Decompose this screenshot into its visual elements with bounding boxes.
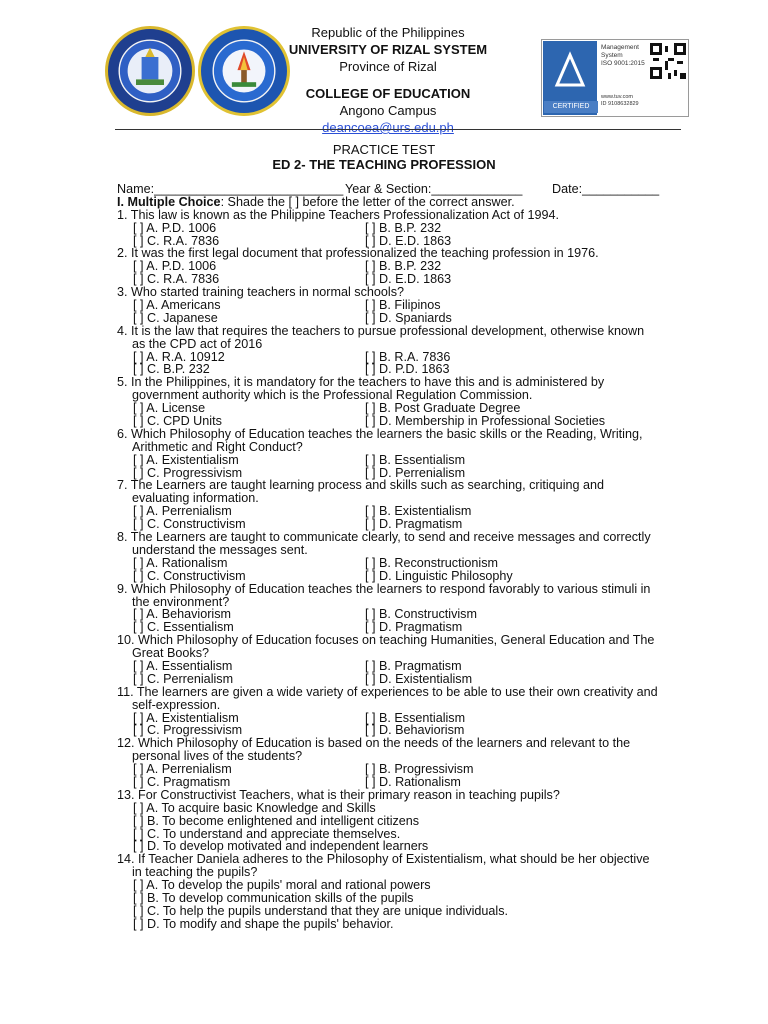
header-divider <box>115 129 681 130</box>
answer-choice[interactable]: [ ] C. Perrenialism <box>133 671 234 686</box>
answer-choice[interactable]: [ ] B. Pragmatism <box>365 658 462 673</box>
question-item <box>117 325 717 377</box>
answer-choice[interactable]: [ ] A. Existentialism <box>133 452 239 467</box>
answer-choice[interactable]: [ ] B. Constructivism <box>365 607 477 622</box>
choice-row <box>117 776 717 789</box>
answer-choice[interactable]: [ ] B. Essentialism <box>365 710 466 725</box>
answer-choice[interactable]: [ ] D. Existentialism <box>365 671 473 686</box>
answer-choice[interactable]: [ ] B. Filipinos <box>365 298 441 313</box>
answer-choice[interactable]: [ ] A. Behaviorism <box>133 607 231 622</box>
answer-choice[interactable]: [ ] C. B.P. 232 <box>133 362 210 377</box>
choice-row <box>117 673 717 686</box>
question-item <box>117 737 717 789</box>
answer-choice[interactable]: [ ] C. R.A. 7836 <box>133 272 220 287</box>
answer-choice[interactable]: [ ] C. To understand and appreciate themselves. <box>133 826 401 841</box>
answer-choice[interactable]: [ ] A. To acquire basic Knowledge and Skills <box>133 800 376 815</box>
answer-choice[interactable]: [ ] B. B.P. 232 <box>365 259 442 274</box>
question-text: 11. The learners are given a wide variety of experiences to be able to use their own creativity and <box>117 684 658 699</box>
management-system-text <box>601 44 645 68</box>
answer-choice[interactable]: [ ] D. Perrenialism <box>365 465 466 480</box>
answer-choice[interactable]: [ ] C. Progressivism <box>133 465 243 480</box>
question-item <box>117 686 717 738</box>
name-field[interactable]: Name:___________________________ <box>117 182 344 196</box>
choice-row <box>117 454 717 467</box>
answer-choice[interactable]: [ ] D. Pragmatism <box>365 517 463 532</box>
question-text: 2. It was the first legal document that professionalized the teaching profession in 1976. <box>117 246 599 261</box>
cert-web-text <box>601 94 639 108</box>
question-item <box>117 376 717 428</box>
question-text-continued: in teaching the pupils? <box>132 865 258 880</box>
choice-row <box>117 312 717 325</box>
answer-choice[interactable]: [ ] A. Perrenialism <box>133 504 232 519</box>
province-line: Province of Rizal <box>339 59 437 74</box>
choice-row <box>117 299 717 312</box>
question-item <box>117 583 717 635</box>
urs-seal-graphic <box>108 29 192 113</box>
question-text-continued: personal lives of the students? <box>132 749 303 764</box>
institution-heading <box>250 24 526 136</box>
cert-line-1: Management <box>601 44 639 51</box>
answer-choice[interactable]: [ ] D. Linguistic Philosophy <box>365 568 513 583</box>
question-item <box>117 789 717 853</box>
question-text: 13. For Constructivist Teachers, what is their primary reason in teaching pupils? <box>117 787 560 802</box>
question-text-continued: understand the messages sent. <box>132 542 308 557</box>
question-item <box>117 479 717 531</box>
answer-choice[interactable]: [ ] C. R.A. 7836 <box>133 233 220 248</box>
question-item <box>117 853 717 930</box>
question-item <box>117 634 717 686</box>
answer-choice[interactable]: [ ] A. To develop the pupils' moral and rational powers <box>133 878 431 893</box>
answer-choice[interactable]: [ ] D. P.D. 1863 <box>365 362 450 377</box>
cert-web: www.tuv.com <box>601 94 633 100</box>
answer-choice[interactable]: [ ] B. Post Graduate Degree <box>365 401 521 416</box>
answer-choice[interactable]: [ ] D. To modify and shape the pupils' behavior. <box>133 916 394 931</box>
question-text: 14. If Teacher Daniela adheres to the Philosophy of Existentialism, what should be her objective <box>117 852 650 867</box>
answer-choice[interactable]: [ ] D. To develop motivated and independent learners <box>133 839 429 854</box>
question-text: 7. The Learners are taught learning process and skills such as searching, critiquing and <box>117 478 605 493</box>
campus-line: Angono Campus <box>339 103 437 118</box>
answer-choice[interactable]: [ ] A. P.D. 1006 <box>133 259 217 274</box>
document-header <box>0 24 768 135</box>
question-item <box>117 531 717 583</box>
question-text-continued: Great Books? <box>132 646 210 661</box>
answer-choice[interactable]: [ ] C. Progressivism <box>133 723 243 738</box>
answer-choice[interactable]: [ ] B. Progressivism <box>365 762 474 777</box>
answer-choice[interactable]: [ ] B. Existentialism <box>365 504 472 519</box>
question-text-continued: Arithmetic and Right Conduct? <box>132 439 303 454</box>
answer-choice[interactable]: [ ] D. Spaniards <box>365 310 452 325</box>
choice-row <box>117 415 717 428</box>
answer-choice[interactable]: [ ] A. Perrenialism <box>133 762 232 777</box>
answer-choice[interactable]: [ ] D. E.D. 1863 <box>365 272 452 287</box>
answer-choice[interactable]: [ ] B. To become enlightened and intelligent citizens <box>133 813 420 828</box>
tuv-logo-panel <box>543 41 597 115</box>
question-text-continued: as the CPD act of 2016 <box>132 336 263 351</box>
test-title: PRACTICE TEST <box>332 142 436 157</box>
answer-choice[interactable]: [ ] B. Essentialism <box>365 452 466 467</box>
urs-seal-logo <box>105 26 195 116</box>
question-text-continued: the environment? <box>132 594 230 609</box>
question-text: 4. It is the law that requires the teachers to pursue professional development, otherwise known <box>117 323 645 338</box>
heading-gap <box>250 75 526 85</box>
cert-id: ID 9108632829 <box>601 101 639 107</box>
question-text-continued: evaluating information. <box>132 491 259 506</box>
answer-choice[interactable]: [ ] A. Existentialism <box>133 710 239 725</box>
answer-choice[interactable]: [ ] C. Essentialism <box>133 620 234 635</box>
answer-choice[interactable]: [ ] A. Rationalism <box>133 555 228 570</box>
choice-row <box>117 570 717 583</box>
question-item <box>117 247 717 286</box>
question-text: 12. Which Philosophy of Education is based on the needs of the learners and relevant to the <box>117 736 631 751</box>
answer-choice[interactable]: [ ] C. Constructivism <box>133 568 246 583</box>
question-body <box>117 183 717 931</box>
certified-label: CERTIFIED <box>544 101 598 113</box>
answer-choice[interactable]: [ ] A. R.A. 10912 <box>133 349 225 364</box>
qr-code-icon <box>650 43 686 79</box>
instructions-text: : Shade the [ ] before the letter of the correct answer. <box>220 194 515 209</box>
answer-choice[interactable]: [ ] A. P.D. 1006 <box>133 220 217 235</box>
question-text: 5. In the Philippines, it is mandatory for the teachers to have this and is administered by <box>117 375 605 390</box>
question-item <box>117 209 717 248</box>
answer-choice[interactable]: [ ] D. Rationalism <box>365 774 461 789</box>
choice-row <box>117 660 717 673</box>
tuv-certification-badge <box>541 39 689 117</box>
answer-choice[interactable]: [ ] B. Reconstructionism <box>365 555 498 570</box>
email-link[interactable]: deancoea@urs.edu.ph <box>322 120 454 135</box>
answer-choice[interactable]: [ ] A. Essentialism <box>133 658 233 673</box>
answer-choice[interactable]: [ ] C. Pragmatism <box>133 774 231 789</box>
answer-choice[interactable]: [ ] B. R.A. 7836 <box>365 349 451 364</box>
answer-choice[interactable]: [ ] C. Japanese <box>133 310 218 325</box>
answer-choice[interactable]: [ ] D. E.D. 1863 <box>365 233 452 248</box>
answer-choice[interactable]: [ ] D. Pragmatism <box>365 620 463 635</box>
university-name: UNIVERSITY OF RIZAL SYSTEM <box>288 42 488 57</box>
year-section-field[interactable]: Year & Section:_____________ <box>345 182 523 196</box>
instructions-line <box>117 196 717 209</box>
answer-choice[interactable]: [ ] C. Constructivism <box>133 517 246 532</box>
question-text: 1. This law is known as the Philippine Teachers Professionalization Act of 1994. <box>117 207 559 222</box>
answer-choice[interactable]: [ ] A. License <box>133 401 206 416</box>
answer-choice[interactable]: [ ] D. Membership in Professional Societies <box>365 414 606 429</box>
question-item <box>117 428 717 480</box>
answer-choice[interactable]: [ ] D. Behaviorism <box>365 723 465 738</box>
question-item <box>117 286 717 325</box>
answer-choice[interactable]: [ ] C. CPD Units <box>133 414 222 429</box>
answer-choice[interactable]: [ ] A. Americans <box>133 298 221 313</box>
answer-choice[interactable]: [ ] B. To develop communication skills of the pupils <box>133 890 414 905</box>
question-text-continued: self-expression. <box>132 697 221 712</box>
answer-choice[interactable]: [ ] B. B.P. 232 <box>365 220 442 235</box>
republic-line: Republic of the Philippines <box>311 25 465 40</box>
choice-row <box>117 557 717 570</box>
question-text-continued: government authority which is the Professional Regulation Commission. <box>132 388 533 403</box>
date-field[interactable]: Date:___________ <box>552 182 660 196</box>
course-title: ED 2- THE TEACHING PROFESSION <box>272 157 496 172</box>
instructions-label: I. Multiple Choice <box>117 194 221 209</box>
cert-line-2: System <box>601 52 623 59</box>
answer-choice[interactable]: [ ] C. To help the pupils understand that they are unique individuals. <box>133 903 509 918</box>
question-text: 9. Which Philosophy of Education teaches the learners to respond favorably to various stimuli in <box>117 581 651 596</box>
cert-line-3: ISO 9001:2015 <box>601 60 645 67</box>
question-text: 8. The Learners are taught to communicate clearly, to send and receive messages and correctly <box>117 530 651 545</box>
question-text: 3. Who started training teachers in normal schools? <box>117 285 404 300</box>
college-name: COLLEGE OF EDUCATION <box>305 86 471 101</box>
question-text: 6. Which Philosophy of Education teaches the learners the basic skills or the Reading, Writing, <box>117 426 643 441</box>
choice-row <box>117 222 717 235</box>
question-text: 10. Which Philosophy of Education focuses on teaching Humanities, General Education and The <box>117 633 655 648</box>
